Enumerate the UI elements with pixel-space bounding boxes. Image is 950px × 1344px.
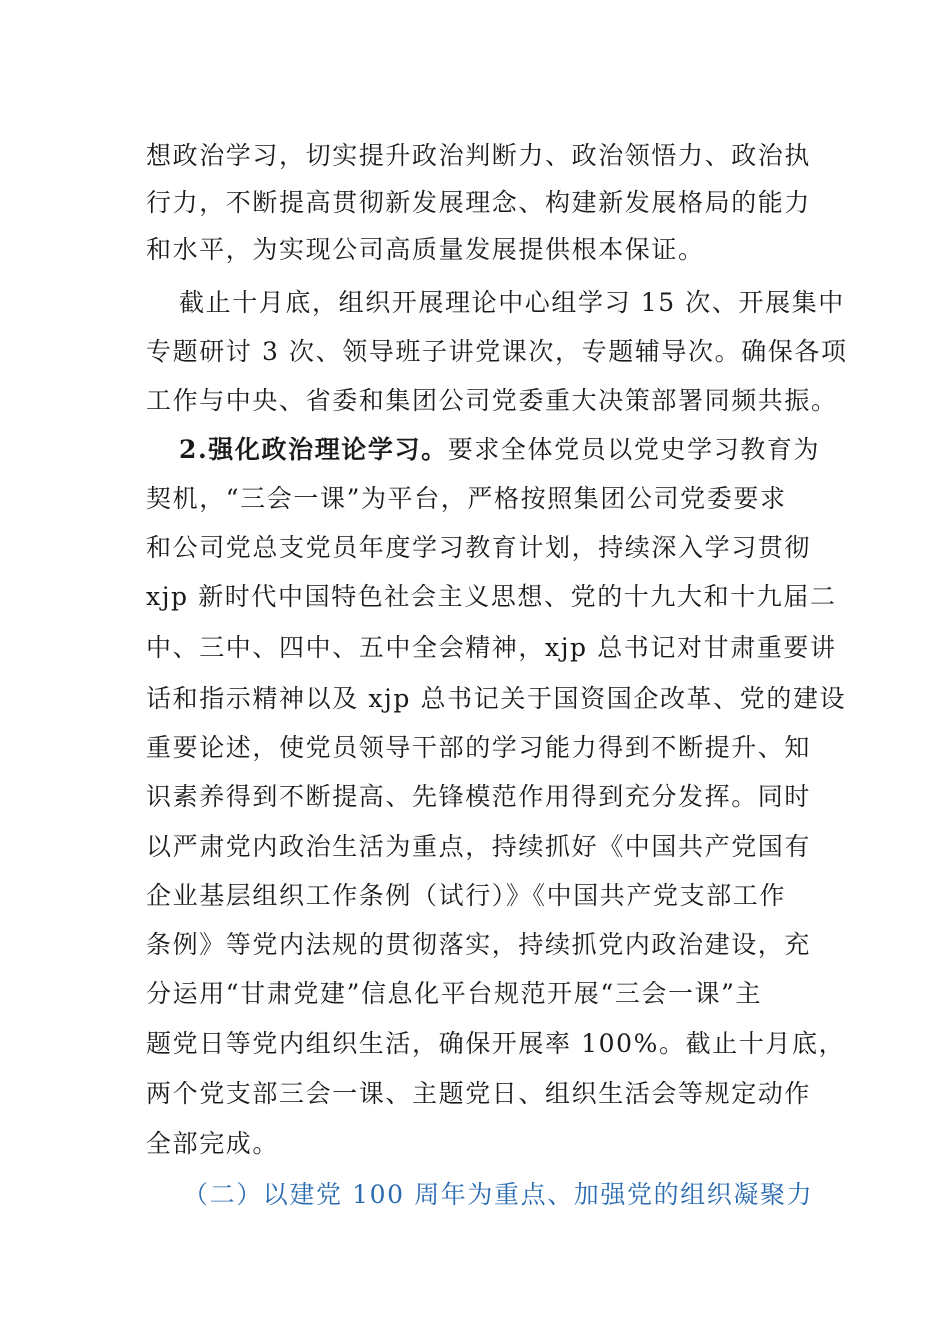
body-line: 全部完成。 bbox=[146, 1129, 280, 1158]
body-line: 工作与中央、省委和集团公司党委重大决策部署同频共振。 bbox=[146, 386, 838, 415]
body-line: 行力，不断提高贯彻新发展理念、构建新发展格局的能力 bbox=[146, 188, 812, 217]
body-line: 两个党支部三会一课、主题党日、组织生活会等规定动作 bbox=[146, 1079, 812, 1108]
body-line: 中、三中、四中、五中全会精神，xjp 总书记对甘肃重要讲 bbox=[146, 633, 837, 662]
section-heading: （二）以建党 100 周年为重点、加强党的组织凝聚力 bbox=[183, 1180, 814, 1209]
paragraph-text: 要求全体党员以党史学习教育为 bbox=[447, 435, 821, 464]
body-line: 专题研讨 3 次、领导班子讲党课次，专题辅导次。确保各项 bbox=[146, 337, 848, 366]
paragraph-heading: 2.强化政治理论学习。 bbox=[179, 435, 448, 464]
body-line: 和水平，为实现公司高质量发展提供根本保证。 bbox=[146, 235, 705, 264]
body-line: 条例》等党内法规的贯彻落实，持续抓党内政治建设，充 bbox=[146, 930, 812, 959]
body-line: 话和指示精神以及 xjp 总书记关于国资国企改革、党的建设 bbox=[146, 684, 847, 713]
body-line: 重要论述，使党员领导干部的学习能力得到不断提升、知 bbox=[146, 733, 812, 762]
body-line: 截止十月底，组织开展理论中心组学习 15 次、开展集中 bbox=[179, 288, 845, 317]
body-line: 契机，“三会一课”为平台，严格按照集团公司党委要求 bbox=[146, 484, 787, 513]
body-line: 分运用“甘肃党建”信息化平台规范开展“三会一课”主 bbox=[146, 979, 763, 1008]
body-line: 企业基层组织工作条例（试行）》《中国共产党支部工作 bbox=[146, 881, 787, 910]
body-line: xjp 新时代中国特色社会主义思想、党的十九大和十九届二 bbox=[146, 582, 837, 611]
body-line: 想政治学习，切实提升政治判断力、政治领悟力、政治执 bbox=[146, 141, 812, 170]
body-line: 识素养得到不断提高、先锋模范作用得到充分发挥。同时 bbox=[146, 782, 812, 811]
paragraph-start-line bbox=[179, 430, 820, 470]
body-line: 和公司党总支党员年度学习教育计划，持续深入学习贯彻 bbox=[146, 533, 812, 562]
body-line: 以严肃党内政治生活为重点，持续抓好《中国共产党国有 bbox=[146, 832, 812, 861]
body-line: 题党日等党内组织生活，确保开展率 100%。截止十月底， bbox=[146, 1029, 846, 1058]
